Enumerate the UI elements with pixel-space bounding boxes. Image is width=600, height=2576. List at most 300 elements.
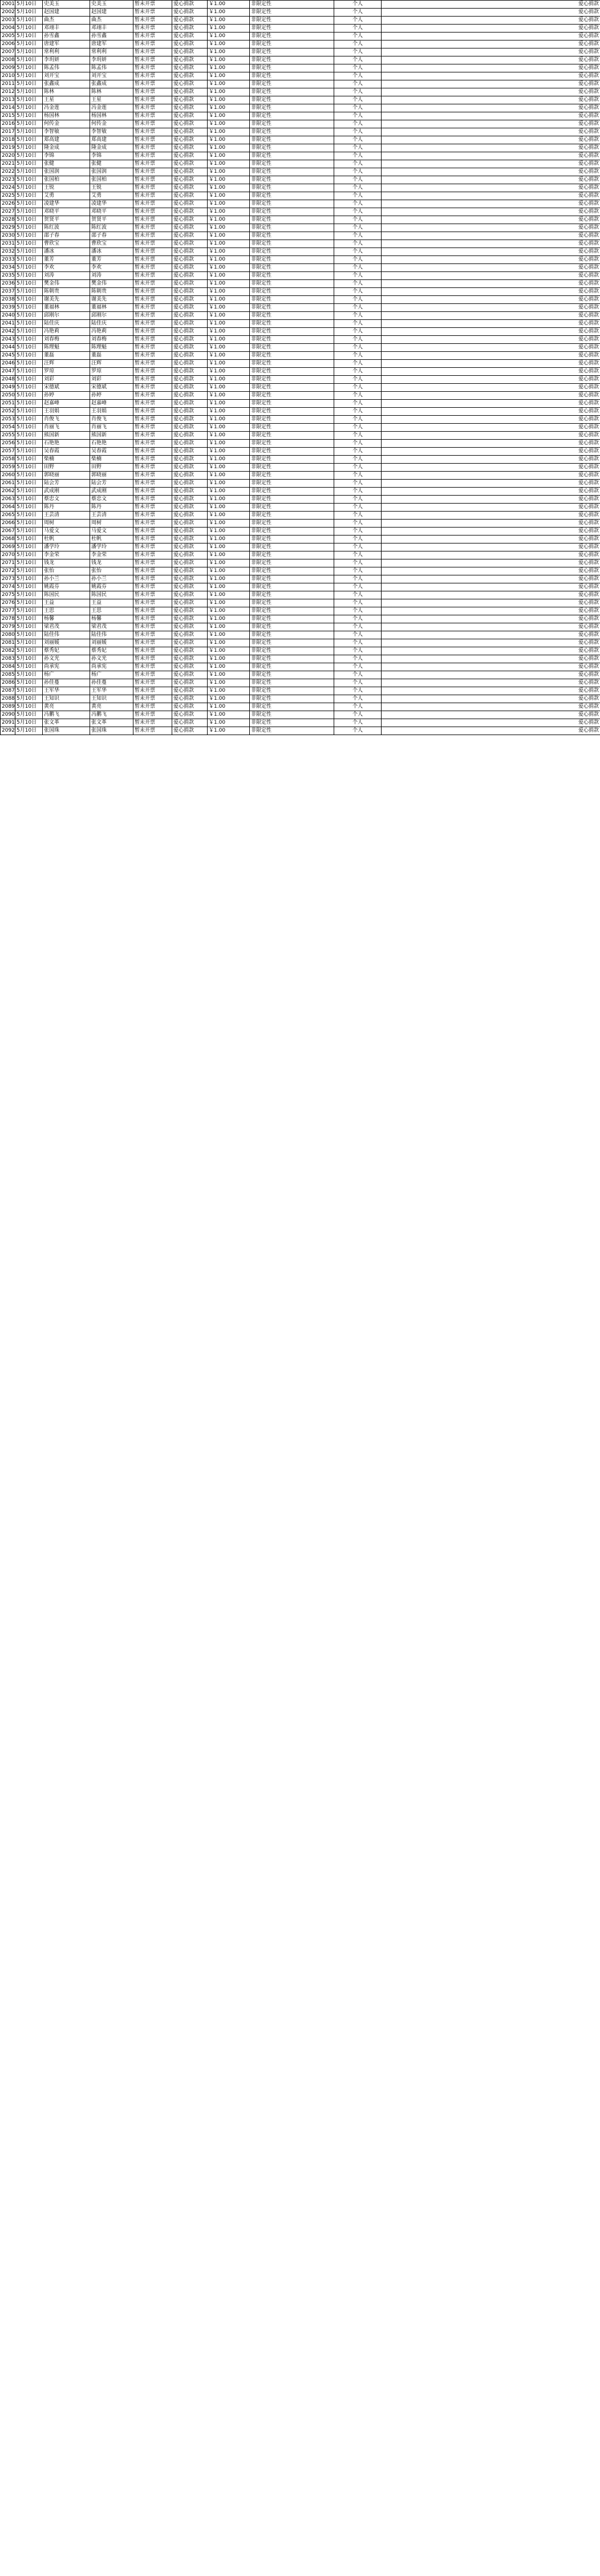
- donation-note-cell: 爱心捐款: [382, 360, 600, 368]
- signature-cell: 邱刚尔: [90, 312, 133, 320]
- table-row: [1, 703, 600, 711]
- row-number-cell: 2011: [1, 80, 15, 88]
- table-row: [1, 719, 600, 727]
- table-row: [1, 33, 600, 40]
- project-type-cell: 非限定性: [250, 703, 334, 711]
- donation-date-cell: 5月10日: [15, 591, 43, 599]
- donation-note-cell: 爱心捐款: [382, 623, 600, 631]
- donation-amount-cell: ￥1.00: [208, 136, 250, 144]
- donation-note-cell: 爱心捐款: [382, 224, 600, 232]
- project-type-cell: 非限定性: [250, 631, 334, 639]
- donation-amount-cell: ￥1.00: [208, 192, 250, 200]
- project-type-cell: 非限定性: [250, 25, 334, 33]
- row-number-cell: 2063: [1, 496, 15, 504]
- signature-cell: 曲杰: [90, 17, 133, 25]
- donation-date-cell: 5月10日: [15, 25, 43, 33]
- donation-amount-cell: ￥1.00: [208, 679, 250, 687]
- donation-note-cell: 爱心捐款: [382, 679, 600, 687]
- donation-date-cell: 5月10日: [15, 711, 43, 719]
- donor-name-cell: 凌建华: [43, 200, 90, 208]
- donation-date-cell: 5月10日: [15, 312, 43, 320]
- donation-date-cell: 5月10日: [15, 224, 43, 232]
- donation-amount-cell: ￥1.00: [208, 719, 250, 727]
- invoice-status-cell: 暂未开票: [133, 224, 172, 232]
- invoice-status-cell: 暂未开票: [133, 376, 172, 384]
- donation-date-cell: 5月10日: [15, 120, 43, 128]
- row-number-cell: 2018: [1, 136, 15, 144]
- donation-category-cell: 爱心捐款: [172, 120, 208, 128]
- donor-name-cell: 刘开宝: [43, 72, 90, 80]
- signature-cell: 王锐: [90, 184, 133, 192]
- donation-note-cell: 爱心捐款: [382, 56, 600, 64]
- row-number-cell: 2062: [1, 488, 15, 496]
- invoice-status-cell: 暂未开票: [133, 392, 172, 400]
- donation-date-cell: 5月10日: [15, 168, 43, 176]
- donation-date-cell: 5月10日: [15, 296, 43, 304]
- table-row: [1, 312, 600, 320]
- signature-cell: 孙佳蔓: [90, 679, 133, 687]
- donation-note-cell: 爱心捐款: [382, 599, 600, 607]
- donation-category-cell: 爱心捐款: [172, 400, 208, 408]
- project-type-cell: 非限定性: [250, 48, 334, 56]
- donation-amount-cell: ￥1.00: [208, 567, 250, 575]
- donation-note-cell: 爱心捐款: [382, 88, 600, 96]
- donation-ledger-table: [0, 0, 600, 735]
- donation-category-cell: 爱心捐款: [172, 88, 208, 96]
- project-type-cell: 非限定性: [250, 695, 334, 703]
- donation-note-cell: 爱心捐款: [382, 96, 600, 104]
- project-type-cell: 非限定性: [250, 104, 334, 112]
- donation-date-cell: 5月10日: [15, 328, 43, 336]
- donor-type-cell: 个人: [334, 96, 382, 104]
- donation-amount-cell: ￥1.00: [208, 104, 250, 112]
- row-number-cell: 2082: [1, 647, 15, 655]
- row-number-cell: 2002: [1, 9, 15, 17]
- table-row: [1, 264, 600, 272]
- invoice-status-cell: 暂未开票: [133, 128, 172, 136]
- invoice-status-cell: 暂未开票: [133, 312, 172, 320]
- donation-date-cell: 5月10日: [15, 352, 43, 360]
- row-number-cell: 2024: [1, 184, 15, 192]
- donation-category-cell: 爱心捐款: [172, 528, 208, 536]
- donor-name-cell: 隆金成: [43, 144, 90, 152]
- donor-type-cell: 个人: [334, 384, 382, 392]
- donation-amount-cell: ￥1.00: [208, 352, 250, 360]
- table-row: [1, 192, 600, 200]
- donation-category-cell: 爱心捐款: [172, 80, 208, 88]
- donation-amount-cell: ￥1.00: [208, 33, 250, 40]
- donation-note-cell: 爱心捐款: [382, 216, 600, 224]
- row-number-cell: 2072: [1, 567, 15, 575]
- row-number-cell: 2083: [1, 655, 15, 663]
- donor-type-cell: 个人: [334, 376, 382, 384]
- signature-cell: 何传金: [90, 120, 133, 128]
- table-row: [1, 599, 600, 607]
- donation-note-cell: 爱心捐款: [382, 152, 600, 160]
- donation-amount-cell: ￥1.00: [208, 224, 250, 232]
- row-number-cell: 2016: [1, 120, 15, 128]
- donation-category-cell: 爱心捐款: [172, 687, 208, 695]
- invoice-status-cell: 暂未开票: [133, 639, 172, 647]
- project-type-cell: 非限定性: [250, 56, 334, 64]
- donor-type-cell: 个人: [334, 360, 382, 368]
- project-type-cell: 非限定性: [250, 328, 334, 336]
- donor-name-cell: 李金荣: [43, 551, 90, 559]
- table-row: [1, 687, 600, 695]
- invoice-status-cell: 暂未开票: [133, 456, 172, 464]
- project-type-cell: 非限定性: [250, 136, 334, 144]
- donation-amount-cell: ￥1.00: [208, 711, 250, 719]
- donation-amount-cell: ￥1.00: [208, 9, 250, 17]
- signature-cell: 冯金莲: [90, 104, 133, 112]
- donation-note-cell: 爱心捐款: [382, 192, 600, 200]
- row-number-cell: 2081: [1, 639, 15, 647]
- donation-note-cell: 爱心捐款: [382, 496, 600, 504]
- signature-cell: 冯艳莉: [90, 328, 133, 336]
- donation-date-cell: 5月10日: [15, 72, 43, 80]
- donation-note-cell: 爱心捐款: [382, 344, 600, 352]
- table-row: [1, 615, 600, 623]
- project-type-cell: 非限定性: [250, 440, 334, 448]
- donor-name-cell: 常利利: [43, 48, 90, 56]
- invoice-status-cell: 暂未开票: [133, 695, 172, 703]
- signature-cell: 张怡: [90, 567, 133, 575]
- donation-amount-cell: ￥1.00: [208, 520, 250, 528]
- donation-amount-cell: ￥1.00: [208, 40, 250, 48]
- donor-name-cell: 邵子春: [43, 232, 90, 240]
- project-type-cell: 非限定性: [250, 88, 334, 96]
- project-type-cell: 非限定性: [250, 9, 334, 17]
- donor-type-cell: 个人: [334, 727, 382, 735]
- table-row: [1, 679, 600, 687]
- row-number-cell: 2068: [1, 536, 15, 543]
- donor-name-cell: 董磊: [43, 352, 90, 360]
- donation-date-cell: 5月10日: [15, 424, 43, 432]
- donation-amount-cell: ￥1.00: [208, 320, 250, 328]
- project-type-cell: 非限定性: [250, 456, 334, 464]
- table-row: [1, 344, 600, 352]
- project-type-cell: 非限定性: [250, 160, 334, 168]
- donor-type-cell: 个人: [334, 703, 382, 711]
- row-number-cell: 2055: [1, 432, 15, 440]
- donation-amount-cell: ￥1.00: [208, 695, 250, 703]
- project-type-cell: 非限定性: [250, 176, 334, 184]
- invoice-status-cell: 暂未开票: [133, 647, 172, 655]
- table-row: [1, 536, 600, 543]
- donation-date-cell: 5月10日: [15, 472, 43, 480]
- donor-name-cell: 曹欣宝: [43, 240, 90, 248]
- row-number-cell: 2027: [1, 208, 15, 216]
- donation-date-cell: 5月10日: [15, 575, 43, 583]
- donor-name-cell: 贺贤平: [43, 216, 90, 224]
- donation-date-cell: 5月10日: [15, 663, 43, 671]
- donation-date-cell: 5月10日: [15, 9, 43, 17]
- donation-note-cell: 爱心捐款: [382, 336, 600, 344]
- invoice-status-cell: 暂未开票: [133, 96, 172, 104]
- signature-cell: 董福林: [90, 304, 133, 312]
- donation-amount-cell: ￥1.00: [208, 528, 250, 536]
- table-row: [1, 80, 600, 88]
- donation-category-cell: 爱心捐款: [172, 352, 208, 360]
- signature-cell: 王芸清: [90, 512, 133, 520]
- signature-cell: 杜帆: [90, 536, 133, 543]
- table-row: [1, 176, 600, 184]
- donor-type-cell: 个人: [334, 488, 382, 496]
- donation-amount-cell: ￥1.00: [208, 575, 250, 583]
- donation-note-cell: 爱心捐款: [382, 520, 600, 528]
- donation-category-cell: 爱心捐款: [172, 655, 208, 663]
- donation-amount-cell: ￥1.00: [208, 232, 250, 240]
- donor-name-cell: 汪辉: [43, 360, 90, 368]
- donation-note-cell: 爱心捐款: [382, 72, 600, 80]
- donor-name-cell: 邱刚尔: [43, 312, 90, 320]
- signature-cell: 陈理魁: [90, 344, 133, 352]
- donation-date-cell: 5月10日: [15, 392, 43, 400]
- donation-date-cell: 5月10日: [15, 384, 43, 392]
- table-row: [1, 352, 600, 360]
- donation-category-cell: 爱心捐款: [172, 248, 208, 256]
- donation-note-cell: 爱心捐款: [382, 472, 600, 480]
- project-type-cell: 非限定性: [250, 200, 334, 208]
- row-number-cell: 2080: [1, 631, 15, 639]
- donor-name-cell: 姚霞芬: [43, 583, 90, 591]
- signature-cell: 刘丽媛: [90, 639, 133, 647]
- donor-name-cell: 李欢: [43, 264, 90, 272]
- donation-note-cell: 爱心捐款: [382, 711, 600, 719]
- project-type-cell: 非限定性: [250, 144, 334, 152]
- signature-cell: 肖丽飞: [90, 424, 133, 432]
- donation-date-cell: 5月10日: [15, 504, 43, 512]
- donation-date-cell: 5月10日: [15, 104, 43, 112]
- donation-amount-cell: ￥1.00: [208, 64, 250, 72]
- invoice-status-cell: 暂未开票: [133, 1, 172, 9]
- invoice-status-cell: 暂未开票: [133, 440, 172, 448]
- donation-date-cell: 5月10日: [15, 40, 43, 48]
- donation-date-cell: 5月10日: [15, 320, 43, 328]
- invoice-status-cell: 暂未开票: [133, 583, 172, 591]
- donor-name-cell: 冯金莲: [43, 104, 90, 112]
- invoice-status-cell: 暂未开票: [133, 631, 172, 639]
- row-number-cell: 2030: [1, 232, 15, 240]
- table-row: [1, 472, 600, 480]
- donation-date-cell: 5月10日: [15, 520, 43, 528]
- invoice-status-cell: 暂未开票: [133, 296, 172, 304]
- table-row: [1, 591, 600, 599]
- row-number-cell: 2049: [1, 384, 15, 392]
- signature-cell: 潘冰: [90, 248, 133, 256]
- donation-note-cell: 爱心捐款: [382, 727, 600, 735]
- donation-amount-cell: ￥1.00: [208, 272, 250, 280]
- row-number-cell: 2025: [1, 192, 15, 200]
- row-number-cell: 2077: [1, 607, 15, 615]
- project-type-cell: 非限定性: [250, 687, 334, 695]
- table-row: [1, 320, 600, 328]
- donation-note-cell: 爱心捐款: [382, 48, 600, 56]
- donor-name-cell: 陆会芳: [43, 480, 90, 488]
- invoice-status-cell: 暂未开票: [133, 360, 172, 368]
- signature-cell: 黄亮: [90, 703, 133, 711]
- donation-note-cell: 爱心捐款: [382, 232, 600, 240]
- row-number-cell: 2090: [1, 711, 15, 719]
- donor-name-cell: 肖俊飞: [43, 416, 90, 424]
- donor-name-cell: 马爱文: [43, 528, 90, 536]
- donor-type-cell: 个人: [334, 679, 382, 687]
- row-number-cell: 2046: [1, 360, 15, 368]
- signature-cell: 陆佳伟: [90, 631, 133, 639]
- signature-cell: 邓晓平: [90, 208, 133, 216]
- signature-cell: 李玥妍: [90, 56, 133, 64]
- donation-category-cell: 爱心捐款: [172, 408, 208, 416]
- donation-category-cell: 爱心捐款: [172, 176, 208, 184]
- donation-category-cell: 爱心捐款: [172, 160, 208, 168]
- donation-note-cell: 爱心捐款: [382, 280, 600, 288]
- donation-note-cell: 爱心捐款: [382, 17, 600, 25]
- donor-type-cell: 个人: [334, 719, 382, 727]
- donation-note-cell: 爱心捐款: [382, 639, 600, 647]
- project-type-cell: 非限定性: [250, 480, 334, 488]
- donation-note-cell: 爱心捐款: [382, 304, 600, 312]
- donor-name-cell: 熊国新: [43, 432, 90, 440]
- invoice-status-cell: 暂未开票: [133, 264, 172, 272]
- row-number-cell: 2076: [1, 599, 15, 607]
- table-row: [1, 655, 600, 663]
- donation-date-cell: 5月10日: [15, 695, 43, 703]
- signature-cell: 邵子春: [90, 232, 133, 240]
- table-row: [1, 416, 600, 424]
- row-number-cell: 2060: [1, 472, 15, 480]
- invoice-status-cell: 暂未开票: [133, 520, 172, 528]
- donation-date-cell: 5月10日: [15, 599, 43, 607]
- table-row: [1, 17, 600, 25]
- donor-type-cell: 个人: [334, 543, 382, 551]
- donation-category-cell: 爱心捐款: [172, 17, 208, 25]
- donation-amount-cell: ￥1.00: [208, 615, 250, 623]
- donation-date-cell: 5月10日: [15, 232, 43, 240]
- donation-amount-cell: ￥1.00: [208, 472, 250, 480]
- donation-date-cell: 5月10日: [15, 64, 43, 72]
- donation-note-cell: 爱心捐款: [382, 264, 600, 272]
- donor-type-cell: 个人: [334, 136, 382, 144]
- donor-name-cell: 李玥妍: [43, 56, 90, 64]
- donation-note-cell: 爱心捐款: [382, 424, 600, 432]
- donation-category-cell: 爱心捐款: [172, 416, 208, 424]
- project-type-cell: 非限定性: [250, 671, 334, 679]
- signature-cell: 刘彩: [90, 376, 133, 384]
- row-number-cell: 2079: [1, 623, 15, 631]
- invoice-status-cell: 暂未开票: [133, 671, 172, 679]
- donor-name-cell: 张怡: [43, 567, 90, 575]
- invoice-status-cell: 暂未开票: [133, 248, 172, 256]
- donation-category-cell: 爱心捐款: [172, 695, 208, 703]
- invoice-status-cell: 暂未开票: [133, 288, 172, 296]
- project-type-cell: 非限定性: [250, 256, 334, 264]
- invoice-status-cell: 暂未开票: [133, 80, 172, 88]
- donation-category-cell: 爱心捐款: [172, 64, 208, 72]
- donation-category-cell: 爱心捐款: [172, 96, 208, 104]
- table-row: [1, 216, 600, 224]
- donor-type-cell: 个人: [334, 575, 382, 583]
- table-row: [1, 528, 600, 536]
- donor-name-cell: 董福林: [43, 304, 90, 312]
- signature-cell: 陈林: [90, 88, 133, 96]
- donation-category-cell: 爱心捐款: [172, 33, 208, 40]
- project-type-cell: 非限定性: [250, 72, 334, 80]
- row-number-cell: 2067: [1, 528, 15, 536]
- donor-name-cell: 冯鹏飞: [43, 711, 90, 719]
- donation-amount-cell: ￥1.00: [208, 80, 250, 88]
- invoice-status-cell: 暂未开票: [133, 200, 172, 208]
- project-type-cell: 非限定性: [250, 599, 334, 607]
- donation-note-cell: 爱心捐款: [382, 663, 600, 671]
- donor-type-cell: 个人: [334, 264, 382, 272]
- invoice-status-cell: 暂未开票: [133, 711, 172, 719]
- row-number-cell: 2013: [1, 96, 15, 104]
- donation-amount-cell: ￥1.00: [208, 344, 250, 352]
- signature-cell: 陈丹: [90, 504, 133, 512]
- table-row: [1, 304, 600, 312]
- donation-date-cell: 5月10日: [15, 288, 43, 296]
- invoice-status-cell: 暂未开票: [133, 663, 172, 671]
- project-type-cell: 非限定性: [250, 583, 334, 591]
- row-number-cell: 2084: [1, 663, 15, 671]
- donor-type-cell: 个人: [334, 1, 382, 9]
- project-type-cell: 非限定性: [250, 344, 334, 352]
- donation-amount-cell: ￥1.00: [208, 256, 250, 264]
- donation-amount-cell: ￥1.00: [208, 1, 250, 9]
- donation-amount-cell: ￥1.00: [208, 128, 250, 136]
- donor-type-cell: 个人: [334, 56, 382, 64]
- donor-name-cell: 肖丽飞: [43, 424, 90, 432]
- signature-cell: 樊金伟: [90, 280, 133, 288]
- donation-category-cell: 爱心捐款: [172, 543, 208, 551]
- donor-name-cell: 王羽娟: [43, 408, 90, 416]
- donation-date-cell: 5月10日: [15, 368, 43, 376]
- row-number-cell: 2070: [1, 551, 15, 559]
- row-number-cell: 2036: [1, 280, 15, 288]
- donation-amount-cell: ￥1.00: [208, 496, 250, 504]
- invoice-status-cell: 暂未开票: [133, 256, 172, 264]
- donation-note-cell: 爱心捐款: [382, 352, 600, 360]
- donor-type-cell: 个人: [334, 623, 382, 631]
- table-row: [1, 112, 600, 120]
- donation-category-cell: 爱心捐款: [172, 312, 208, 320]
- donation-note-cell: 爱心捐款: [382, 328, 600, 336]
- donation-category-cell: 爱心捐款: [172, 320, 208, 328]
- project-type-cell: 非限定性: [250, 543, 334, 551]
- table-row: [1, 64, 600, 72]
- donor-type-cell: 个人: [334, 663, 382, 671]
- signature-cell: 孙雪鑫: [90, 33, 133, 40]
- donation-note-cell: 爱心捐款: [382, 480, 600, 488]
- donation-note-cell: 爱心捐款: [382, 448, 600, 456]
- donation-amount-cell: ￥1.00: [208, 376, 250, 384]
- signature-cell: 张国润: [90, 168, 133, 176]
- donation-category-cell: 爱心捐款: [172, 304, 208, 312]
- donor-type-cell: 个人: [334, 304, 382, 312]
- invoice-status-cell: 暂未开票: [133, 25, 172, 33]
- donation-category-cell: 爱心捐款: [172, 128, 208, 136]
- project-type-cell: 非限定性: [250, 719, 334, 727]
- table-row: [1, 232, 600, 240]
- donation-note-cell: 爱心捐款: [382, 687, 600, 695]
- donation-note-cell: 爱心捐款: [382, 464, 600, 472]
- donation-date-cell: 5月10日: [15, 400, 43, 408]
- invoice-status-cell: 暂未开票: [133, 320, 172, 328]
- donor-type-cell: 个人: [334, 647, 382, 655]
- donation-amount-cell: ￥1.00: [208, 408, 250, 416]
- donation-note-cell: 爱心捐款: [382, 695, 600, 703]
- donation-note-cell: 爱心捐款: [382, 528, 600, 536]
